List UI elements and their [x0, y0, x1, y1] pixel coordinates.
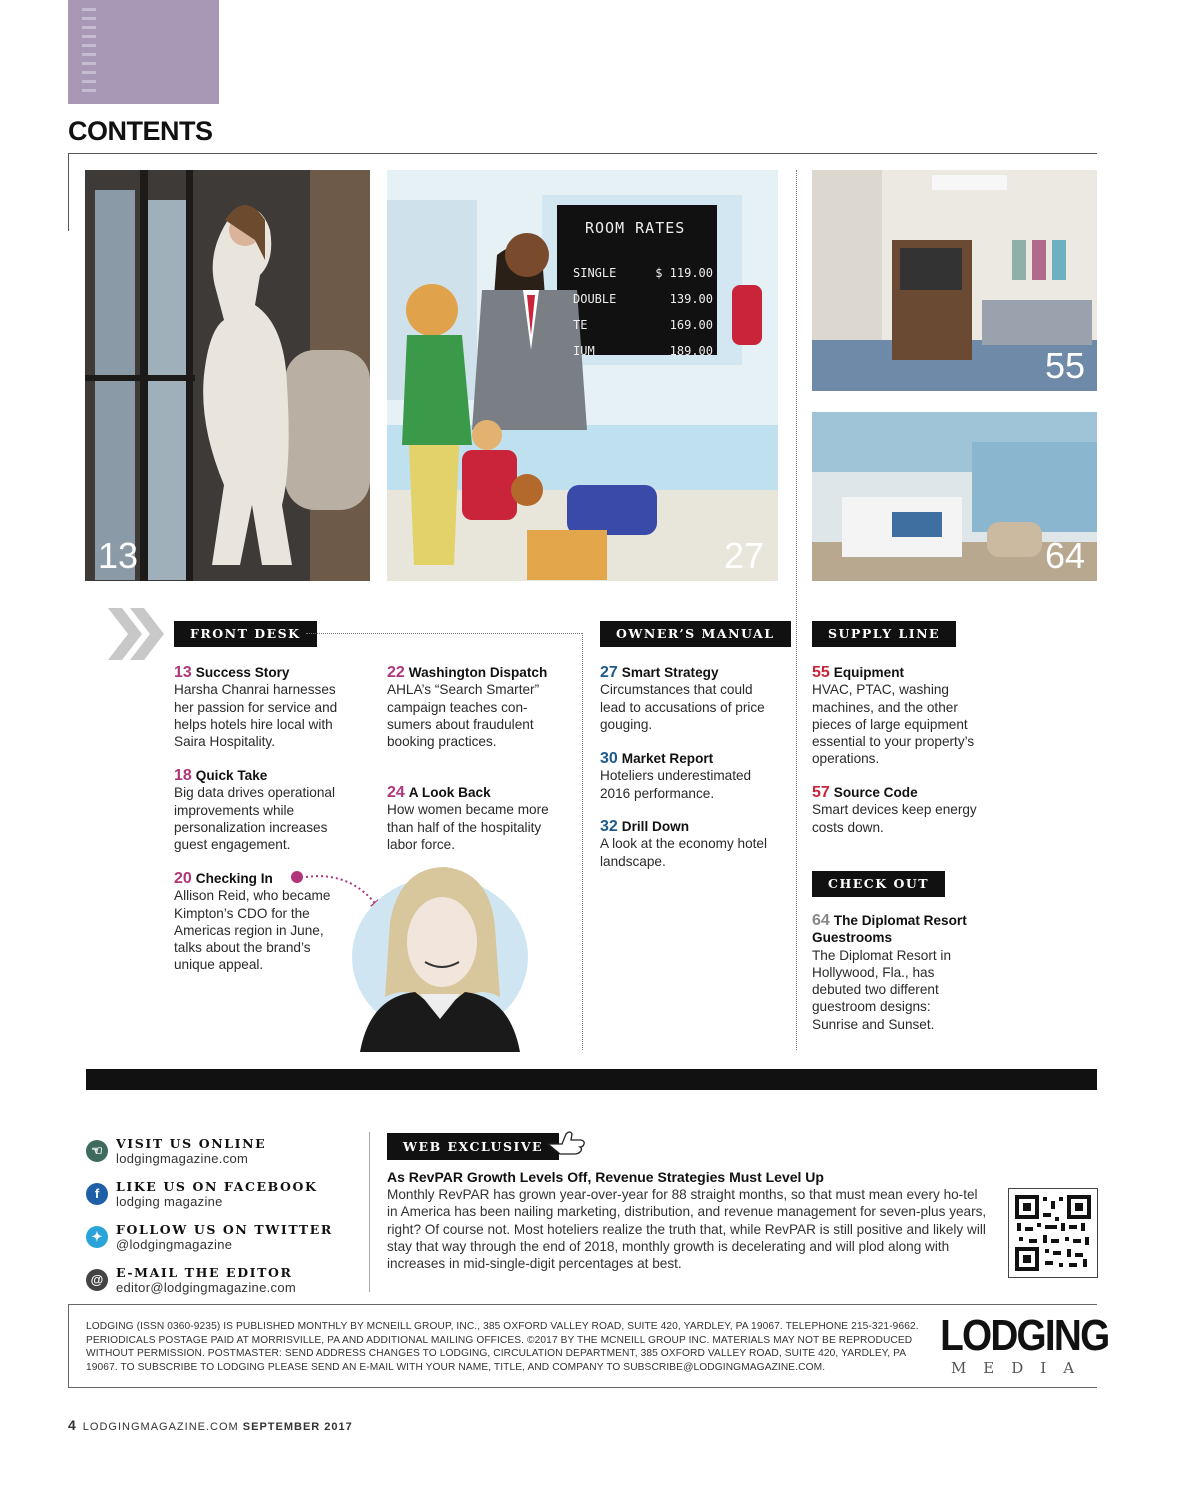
entry-title: Smart Strategy	[621, 665, 719, 680]
entry-title: Quick Take	[195, 768, 268, 783]
qr-code-graphic	[1009, 1189, 1097, 1277]
woman-by-window-illustration	[85, 170, 370, 581]
toc-entry[interactable]: 24 A Look Back How women became more than half of the hospitality labor force.	[387, 784, 562, 853]
rate-row: SINGLE $ 119.00	[573, 266, 713, 280]
toc-entry[interactable]: 57 Source Code Smart devices keep energy costs down.	[812, 784, 990, 836]
entry-title: Success Story	[195, 665, 290, 680]
web-exclusive-body: Monthly RevPAR has grown year-over-year for 88 straight months, so that must mean every ho-tel in America has been nailing marketing, distribution, and revenue management for seven-plus years, right? Of course not. Most hoteliers realize the truth that, while RevPAR is still positive and likely will stay that way through the end of 2018, monthly growth is decelerating and will plod along with increases in mid-single-digit percentages at best.	[387, 1187, 987, 1272]
photo-diplomat-guestroom[interactable]	[812, 412, 1097, 581]
header-rule-left	[68, 153, 69, 231]
entry-title: Source Code	[833, 785, 918, 800]
entry-description: Circumstances that could lead to accusations of price gouging.	[600, 682, 765, 732]
entry-description: Smart devices keep energy costs down.	[812, 802, 977, 835]
rate-row: TE 169.00	[573, 318, 713, 332]
social-link-twitter[interactable]: ✦ FOLLOW US ON TWITTER @lodgingmagazine	[86, 1222, 356, 1252]
lodging-media-logo[interactable]	[930, 1311, 1109, 1377]
social-link-facebook[interactable]: f LIKE US ON FACEBOOK lodging magazine	[86, 1179, 356, 1209]
toc-entry[interactable]: 20 Checking In Allison Reid, who became Kimpton’s CDO for the Americas region in June, talks about the brand’s unique appeal.	[174, 870, 339, 974]
logo-wordmark: LODGING	[940, 1311, 1109, 1360]
allison-reid-portrait-illustration	[350, 862, 530, 1052]
legal-notice: LODGING (ISSN 0360-9235) IS PUBLISHED MONTHLY BY MCNEILL GROUP, INC., 385 OXFORD VALLEY ROAD, SUITE 420, YARDLEY, PA 19067. TELEPHONE 215-321-9662. PERIODICALS POSTAGE PAID AT MORRISVILLE, PA AND ADDITIONAL MAILING OFFICES. ©2017 BY THE MCNEILL GROUP INC. MATERIALS MAY NOT BE REPRODUCED WITHOUT PERMISSION. POSTMASTER: SEND ADDRESS CHANGES TO LODGING, CIRCULATION DEPARTMENT, 385 OXFORD VALLEY ROAD, SUITE 420, YARDLEY, PA 19067. TO SUBSCRIBE TO LODGING PLEASE SEND AN E-MAIL WITH YOUR NAME, TITLE, AND COMPANY TO SUBSCRIBE@LODGINGMAGAZINE.COM.	[86, 1321, 919, 1373]
toc-entry[interactable]: 64 The Diplomat Resort Guestrooms The Diplomat Resort in Hollywood, Fla., has debuted two different guestroom designs: Sunrise and Sunset.	[812, 912, 972, 1033]
entry-description: Big data drives operational improvements while personalization increases guest engagement.	[174, 785, 335, 853]
rate-row: DOUBLE 139.00	[573, 292, 713, 306]
entry-title: Washington Dispatch	[408, 665, 548, 680]
photo-success-story[interactable]	[85, 170, 370, 581]
chevron-right-icon	[106, 606, 164, 662]
section-divider-bar	[86, 1069, 1097, 1090]
section-label-check-out: CHECK OUT	[812, 871, 945, 897]
page-number-label: 55	[1044, 345, 1085, 386]
entry-title: A Look Back	[408, 785, 491, 800]
photo-equipment[interactable]	[812, 170, 1097, 391]
qr-code[interactable]	[1008, 1188, 1098, 1278]
page-number-label: 13	[98, 535, 139, 576]
room-rates-list	[573, 260, 713, 364]
toc-entry[interactable]: 55 Equipment HVAC, PTAC, washing machines, and the other pieces of large equipment essential to your property’s operations.	[812, 664, 990, 768]
toc-entry[interactable]: 32 Drill Down A look at the economy hotel landscape.	[600, 818, 778, 870]
entry-description: Allison Reid, who became Kimpton’s CDO for the Americas region in June, talks about the brand’s unique appeal.	[174, 888, 331, 973]
legal-rule-bottom	[68, 1387, 1097, 1388]
social-links	[86, 1136, 356, 1295]
facebook-icon: f	[86, 1183, 108, 1205]
page-folio	[68, 1417, 353, 1433]
entry-description: The Diplomat Resort in Hollywood, Fla., has debuted two different guestroom designs: Sunrise and Sunset.	[812, 947, 952, 1032]
page-title: CONTENTS	[68, 116, 213, 146]
entry-title: Drill Down	[621, 819, 690, 834]
toc-entry[interactable]: 30 Market Report Hoteliers underestimated 2016 performance.	[600, 750, 778, 802]
entry-description: HVAC, PTAC, washing machines, and the other pieces of large equipment essential to your property’s operations.	[812, 682, 975, 767]
chevron-pattern	[82, 8, 96, 98]
entry-title: Checking In	[195, 871, 273, 886]
social-link-website[interactable]: ☜ VISIT US ONLINE lodgingmagazine.com	[86, 1136, 356, 1166]
toc-entry[interactable]: 13 Success Story Harsha Chanrai harnesses her passion for service and helps hotels hire local with Saira Hospitality.	[174, 664, 352, 750]
page-number-label: 27	[723, 535, 764, 576]
entry-description: Hoteliers underestimated 2016 performance.	[600, 768, 752, 801]
entry-title: Market Report	[621, 751, 714, 766]
room-rates-illustration	[387, 170, 778, 581]
entry-description: How women became more than half of the hospitality labor force.	[387, 802, 549, 852]
entry-description: A look at the economy hotel landscape.	[600, 836, 768, 869]
page-number-label: 64	[1044, 535, 1085, 576]
folio-site: LODGINGMAGAZINE.COM	[82, 1421, 239, 1433]
header-rule	[68, 153, 1097, 154]
social-link-email[interactable]: @ E-MAIL THE EDITOR editor@lodgingmagazine.com	[86, 1265, 356, 1295]
section-label-owners-manual: OWNER’S MANUAL	[600, 621, 791, 647]
logo-subtitle: MEDIA	[950, 1359, 1092, 1377]
entry-description: AHLA’s “Search Smarter” campaign teaches con-sumers about fraudulent booking practices.	[387, 682, 540, 750]
section-label-web-exclusive: WEB EXCLUSIVE	[387, 1133, 559, 1160]
section-label-supply-line: SUPPLY LINE	[812, 621, 956, 647]
rate-row: IUM 189.00	[573, 344, 713, 358]
twitter-icon: ✦	[86, 1226, 108, 1248]
web-exclusive-headline[interactable]: As RevPAR Growth Levels Off, Revenue Strategies Must Level Up	[387, 1169, 824, 1185]
folio-issue: SEPTEMBER 2017	[242, 1421, 353, 1433]
hand-pointer-icon: ☜	[86, 1140, 108, 1162]
column-divider	[796, 170, 797, 1050]
toc-entry[interactable]: 18 Quick Take Big data drives operational improvements while personalization increases guest engagement.	[174, 767, 352, 853]
legal-rule-top	[68, 1304, 1097, 1305]
section-rule	[582, 633, 583, 1050]
at-icon: @	[86, 1269, 108, 1291]
legal-rule-left	[68, 1304, 69, 1387]
section-rule	[306, 633, 582, 634]
illustration-front-desk[interactable]	[387, 170, 778, 581]
entry-description: Harsha Chanrai harnesses her passion for service and helps hotels hire local with Saira Hospitality.	[174, 682, 338, 750]
section-label-front-desk: FRONT DESK	[174, 621, 317, 647]
page-number: 4	[68, 1417, 77, 1433]
toc-entry[interactable]: 27 Smart Strategy Circumstances that could lead to accusations of price gouging.	[600, 664, 778, 733]
section-tab-block	[68, 0, 219, 104]
toc-entry[interactable]: 22 Washington Dispatch AHLA’s “Search Smarter” campaign teaches con-sumers about fraudulent booking practices.	[387, 664, 562, 750]
pointing-hand-icon	[546, 1128, 586, 1158]
entry-title: Equipment	[833, 665, 905, 680]
entry-title: The Diplomat Resort Guestrooms	[812, 913, 967, 946]
room-rates-board-title: ROOM RATES	[585, 219, 686, 237]
column-divider	[369, 1132, 370, 1292]
